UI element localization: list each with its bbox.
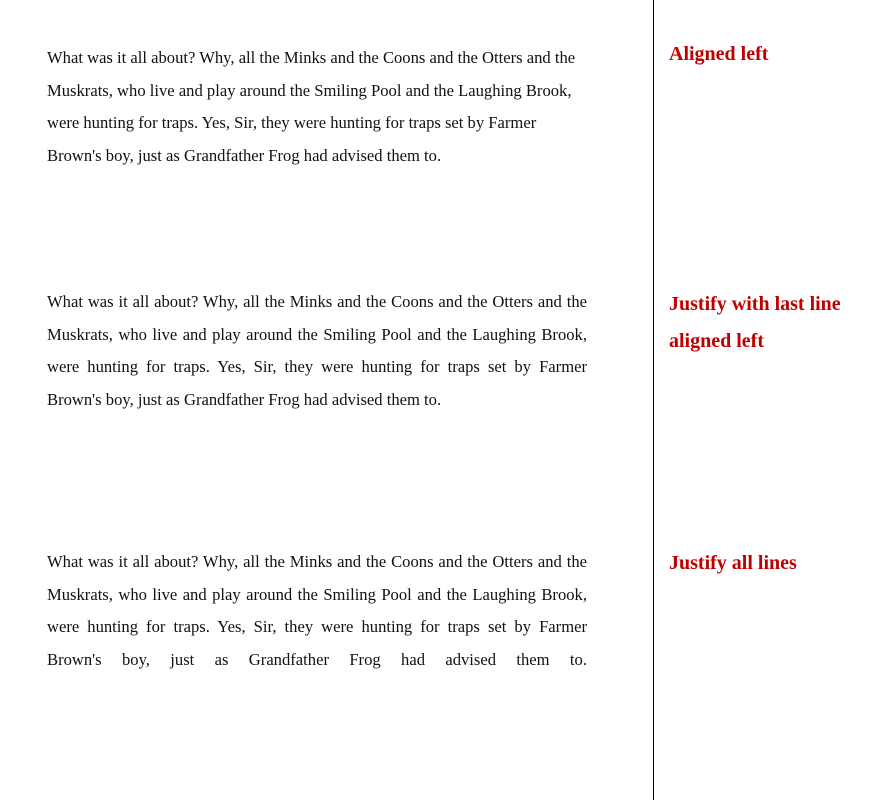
annotation-justify-all: Justify all lines [669, 552, 797, 574]
sample-paragraph-justify-last-left: What was it all about? Why, all the Minks and the Coons and the Otters and the Muskrats, who live and play around the Smiling Pool and the Laughing Brook, were hunting for traps. Yes, Sir, they were hunting for traps set by Farmer Brown's boy, just as Grandfather Frog had advised them to. [47, 292, 587, 410]
annotation-aligned-left: Aligned left [669, 43, 769, 65]
column-divider [653, 0, 654, 800]
sample-paragraph-aligned-left: What was it all about? Why, all the Minks and the Coons and the Otters and the Muskrats, who live and play around the Smiling Pool and the Laughing Brook, were hunting for traps. Yes, Sir, they were hunting for traps set by Farmer Brown's boy, just as Grandfather Frog had advised them to. [47, 48, 576, 166]
sample-paragraph-justify-all: What was it all about? Why, all the Minks and the Coons and the Otters and the Muskrats, who live and play around the Smiling Pool and the Laughing Brook, were hunting for traps. Yes, Sir, they were hunting for traps set by Farmer Brown's boy, just as Grandfather Frog had advised them to. [47, 552, 587, 670]
annotation-justify-last-left: Justify with last line aligned left [669, 293, 841, 352]
